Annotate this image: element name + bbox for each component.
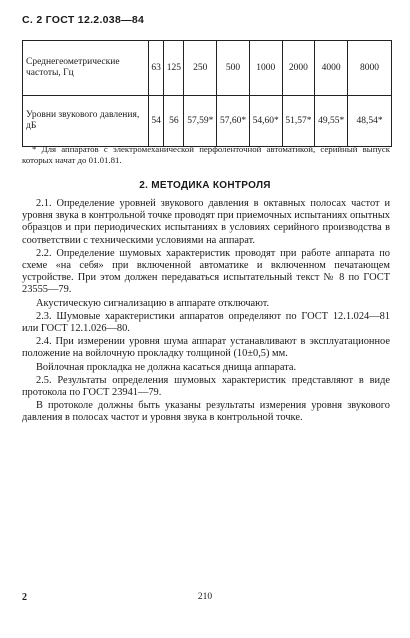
page-number: 210: [197, 592, 213, 602]
table-cell: 57,60*: [217, 96, 250, 147]
table-cell: 250: [184, 41, 217, 96]
table-cell: 54,60*: [249, 96, 282, 147]
page-header: С. 2 ГОСТ 12.2.038—84: [22, 14, 145, 26]
table-cell: 49,55*: [315, 96, 348, 147]
paragraph: Войлочная прокладка не должна касаться днища аппарата.: [36, 361, 297, 373]
page-number-left: 2: [22, 592, 27, 603]
table-cell: 54: [149, 96, 164, 147]
table-footnote: * Для аппаратов с электромеханической перфоленточной автоматикой, серийный выпуск которых начат до 01.01.81.: [22, 144, 390, 165]
paragraph: В протоколе должны быть указаны результаты измерения уровня звукового давления в полосах частот и уровня звука в контрольной точке.: [22, 400, 390, 424]
table-cell: 48,54*: [348, 96, 392, 147]
table-cell: 8000: [348, 41, 392, 96]
paragraph: 2.2. Определение шумовых характеристик проводят при работе аппарата по схеме «на себя» при включенной автоматике и включенном печатающем устройстве. При этом должен передаваться испытательный текст № 8 по ГОСТ 23555—79.: [22, 247, 390, 296]
table-cell: 57,59*: [184, 96, 217, 147]
row-label: Среднегеометрические частоты, Гц: [23, 41, 149, 96]
paragraph: 2.5. Результаты определения шумовых характеристик представляют в виде протокола по ГОСТ 23941—79.: [22, 374, 390, 399]
body-text: [22, 198, 390, 425]
table-row: [23, 41, 392, 96]
paragraph: 2.4. При измерении уровня шума аппарат устанавливают в эксплуатационное положение на войлочную прокладку толщиной (10±0,5) мм.: [22, 336, 390, 360]
table-cell: 500: [217, 41, 250, 96]
paragraph: Акустическую сигнализацию в аппарате отключают.: [36, 297, 270, 309]
table-cell: 56: [164, 96, 184, 147]
table-cell: 4000: [315, 41, 348, 96]
section-title: 2. МЕТОДИКА КОНТРОЛЯ: [139, 180, 271, 191]
noise-levels-table: [22, 40, 392, 147]
table-cell: 51,57*: [282, 96, 315, 147]
row-label: Уровни звукового давления, дБ: [23, 96, 149, 147]
table-cell: 63: [149, 41, 164, 96]
table-cell: 2000: [282, 41, 315, 96]
table-cell: 1000: [249, 41, 282, 96]
table-row: [23, 96, 392, 147]
paragraph: 2.3. Шумовые характеристики аппаратов определяют по ГОСТ 12.1.024—81 или ГОСТ 12.1.026—80.: [22, 310, 390, 335]
paragraph: 2.1. Определение уровней звукового давления в октавных полосах частот и уровня звука в контрольной точке проводят при приемочных испытаниях опытных образцов и при периодических испытаниях в условиях серийного производства в соответствии с техническими условиями на аппарат.: [22, 198, 390, 246]
table-cell: 125: [164, 41, 184, 96]
